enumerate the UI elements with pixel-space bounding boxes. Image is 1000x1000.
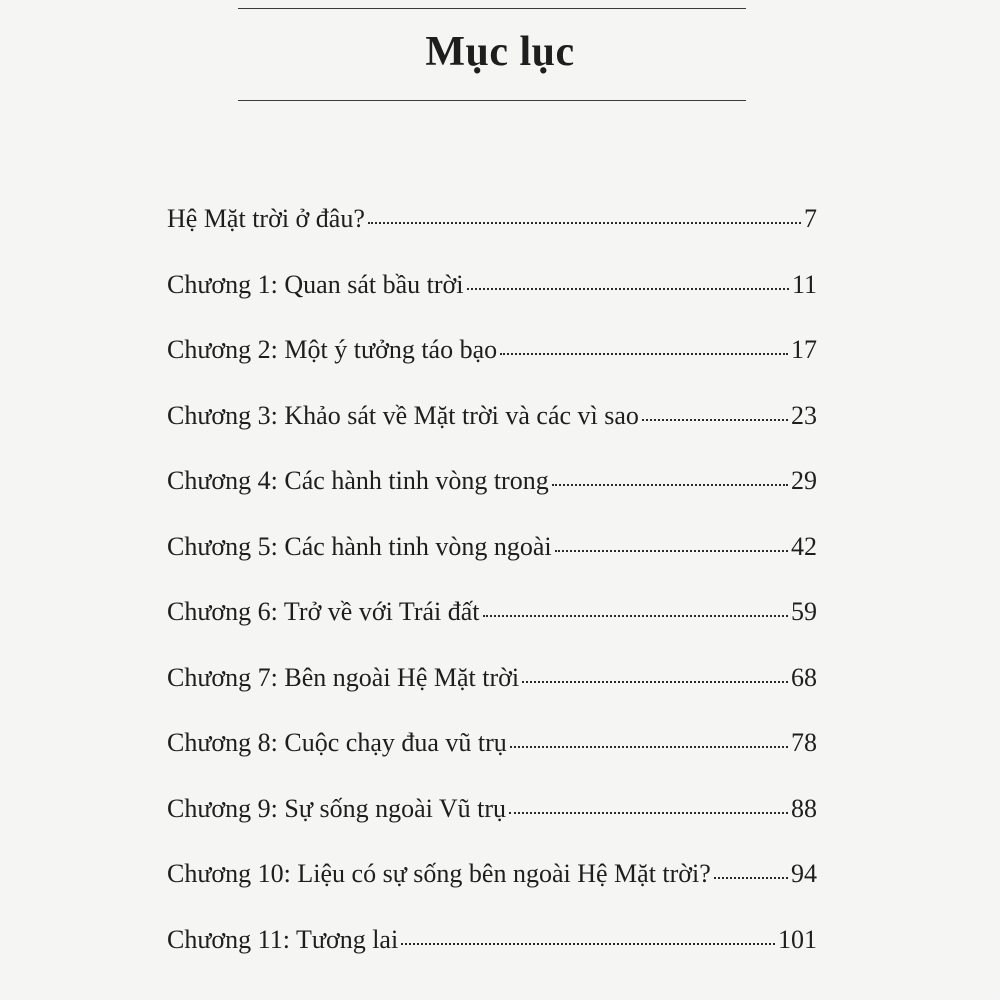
toc-page-number: 68 — [791, 662, 817, 692]
toc-entry[interactable] — [167, 579, 817, 645]
toc-entry-title: Chương 6: Trở về với Trái đất — [167, 597, 480, 626]
dot-leader — [642, 419, 788, 421]
toc-entry-title: Hệ Mặt trời ở đâu? — [167, 204, 365, 233]
dot-leader — [401, 943, 775, 945]
toc-entry-title: Chương 8: Cuộc chạy đua vũ trụ — [167, 728, 507, 757]
toc-entry[interactable] — [167, 907, 817, 973]
dot-leader — [522, 681, 788, 683]
toc-page-number: 101 — [778, 924, 817, 954]
toc-page-number: 94 — [791, 859, 817, 888]
table-of-contents — [167, 186, 817, 972]
toc-entry-title: Chương 1: Quan sát bầu trời — [167, 269, 464, 299]
toc-entry-title: Chương 9: Sự sống ngoài Vũ trụ — [167, 793, 507, 823]
toc-entry-title: Chương 10: Liệu có sự sống bên ngoài Hệ Mặt trời? — [167, 859, 711, 888]
dot-leader — [467, 288, 789, 290]
toc-entry-title: Chương 4: Các hành tinh vòng trong — [167, 466, 549, 495]
toc-page-number: 7 — [804, 204, 817, 233]
dot-leader — [500, 353, 788, 355]
toc-page-number: 23 — [791, 400, 817, 430]
toc-page-number: 11 — [791, 269, 817, 299]
toc-page-number: 17 — [791, 335, 817, 364]
toc-page-number: 42 — [791, 531, 817, 561]
toc-entry[interactable] — [167, 383, 817, 449]
toc-entry[interactable] — [167, 186, 817, 252]
toc-entry-title: Chương 2: Một ý tưởng táo bạo — [167, 335, 498, 364]
toc-entry[interactable] — [167, 841, 817, 907]
dot-leader — [510, 746, 788, 748]
dot-leader — [714, 877, 788, 879]
toc-entry[interactable] — [167, 776, 817, 842]
toc-entry[interactable] — [167, 645, 817, 711]
toc-entry[interactable] — [167, 448, 817, 514]
title-rule — [238, 100, 746, 101]
toc-entry-title: Chương 7: Bên ngoài Hệ Mặt trời — [167, 662, 520, 692]
toc-page-number: 88 — [791, 793, 817, 823]
top-rule — [238, 8, 746, 9]
dot-leader — [483, 615, 788, 617]
toc-entry-title: Chương 5: Các hành tinh vòng ngoài — [167, 531, 552, 561]
toc-entry-title: Chương 3: Khảo sát về Mặt trời và các vì sao — [167, 400, 639, 430]
toc-entry[interactable] — [167, 514, 817, 580]
toc-page-number: 59 — [791, 597, 817, 626]
page-title: Mục lục — [425, 29, 575, 75]
toc-page-number: 29 — [791, 466, 817, 495]
dot-leader — [368, 222, 801, 224]
toc-entry[interactable] — [167, 710, 817, 776]
toc-entry-title: Chương 11: Tương lai — [167, 924, 399, 954]
toc-page-number: 78 — [791, 728, 817, 757]
toc-entry[interactable] — [167, 252, 817, 318]
toc-entry[interactable] — [167, 317, 817, 383]
dot-leader — [552, 484, 788, 486]
dot-leader — [555, 550, 788, 552]
dot-leader — [509, 812, 788, 814]
